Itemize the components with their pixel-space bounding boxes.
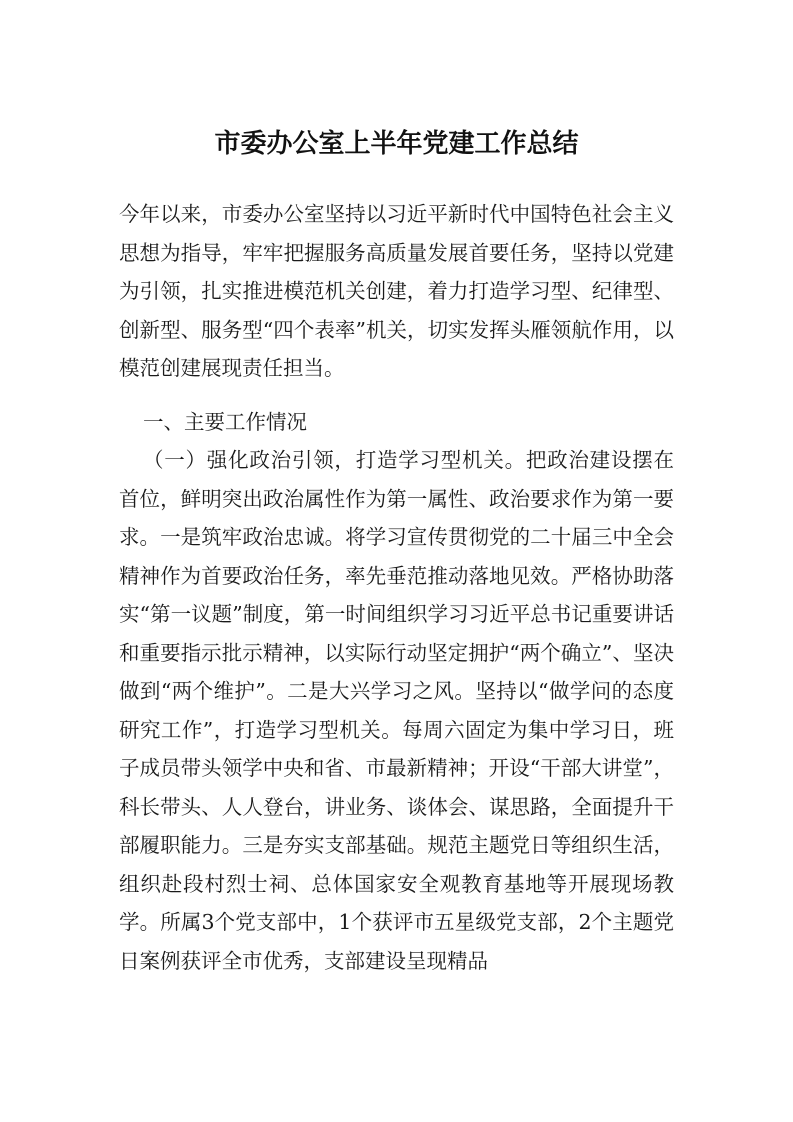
document-title: 市委办公室上半年党建工作总结 — [214, 129, 579, 159]
intro-paragraph: 今年以来，市委办公室坚持以习近平新时代中国特色社会主义思想为指导，牢牢把握服务高质量发展首要任务，坚持以党建为引领，扎实推进模范机关创建，着力打造学习型、纪律型、创新型、服务型“四个表率”机关，切实发挥头雁领航作用，以模范创建展现责任担当。 — [119, 202, 674, 380]
section-heading: 一、主要工作情况 — [143, 410, 307, 434]
section-paragraph: （一）强化政治引领，打造学习型机关。把政治建设摆在首位，鲜明突出政治属性作为第一属性、政治要求作为第一要求。一是筑牢政治忠诚。将学习宣传贯彻党的二十届三中全会精神作为首要政治任务，率先垂范推动落地见效。严格协助落实“第一议题”制度，第一时间组织学习习近平总书记重要讲话和重要指示批示精神，以实际行动坚定拥护“两个确立”、坚决做到“两个维护”。二是大兴学习之风。坚持以“做学问的态度研究工作”，打造学习型机关。每周六固定为集中学习日，班子成员带头领学中央和省、市最新精神；开设“干部大讲堂”，科长带头、人人登台，讲业务、谈体会、谋思路，全面提升干部履职能力。三是夯实支部基础。规范主题党日等组织生活，组织赴段村烈士祠、总体国家安全观教育基地等开展现场教学。所属3个党支部中，1个获评市五星级党支部，2个主题党日案例获评全市优秀，支部建设呈现精品 — [119, 448, 674, 973]
